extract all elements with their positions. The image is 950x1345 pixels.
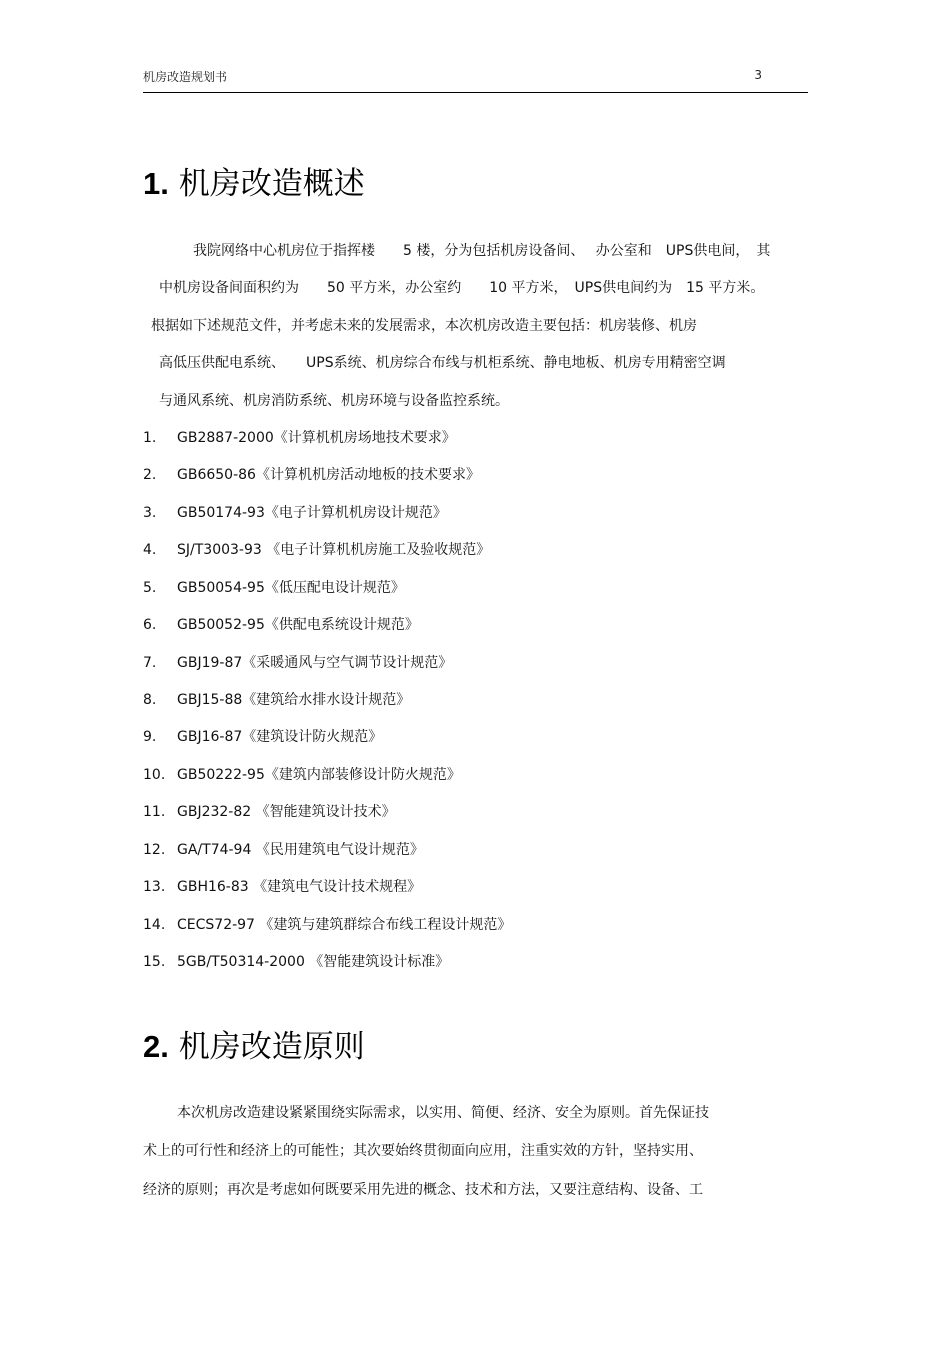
page-header [143,66,808,93]
list-text: GBH16-83 《建筑电气设计技术规程》 [177,879,422,895]
list-text: 5GB/T50314-2000 《智能建筑设计标准》 [177,954,450,970]
section-1-para-line-5: 与通风系统、机房消防系统、机房环境与设备监控系统。 [159,393,509,409]
list-index: 7. [143,655,157,671]
section-1-number: 1. [143,166,169,201]
list-index: 6. [143,617,157,633]
list-text: GB50174-93《电子计算机机房设计规范》 [177,505,447,521]
list-index: 5. [143,580,157,596]
list-index: 2. [143,467,157,483]
list-text: GBJ15-88《建筑给水排水设计规范》 [177,692,411,708]
list-index: 1. [143,430,157,446]
section-1-para-line-1: 我院网络中心机房位于指挥楼 5 楼，分为包括机房设备间、 办公室和 UPS供电间， 其 [193,243,771,259]
section-2-title: 机房改造原则 [178,1029,365,1065]
standard-list-item [143,839,424,859]
list-text: GB2887-2000《计算机机房场地技术要求》 [177,430,456,446]
standard-list-item [143,914,511,934]
standard-list-item [143,502,447,522]
section-2-number: 2. [143,1029,169,1064]
list-index: 13. [143,879,166,895]
list-index: 4. [143,542,157,558]
list-index: 9. [143,729,157,745]
list-text: GBJ232-82 《智能建筑设计技术》 [177,804,396,820]
list-text: GBJ19-87《采暖通风与空气调节设计规范》 [177,655,453,671]
list-text: GB50222-95《建筑内部装修设计防火规范》 [177,767,461,783]
list-text: CECS72-97 《建筑与建筑群综合布线工程设计规范》 [177,917,512,933]
standard-list-item [143,652,452,672]
list-text: GA/T74-94 《民用建筑电气设计规范》 [177,842,424,858]
document-title: 机房改造规划书 [143,70,228,84]
list-text: GB6650-86《计算机机房活动地板的技术要求》 [177,467,480,483]
list-index: 12. [143,842,166,858]
list-text: GB50054-95《低压配电设计规范》 [177,580,405,596]
list-text: GBJ16-87《建筑设计防火规范》 [177,729,383,745]
standard-list-item [143,801,396,821]
section-2-para-line-2: 术上的可行性和经济上的可能性；其次要始终贯彻面向应用，注重实效的方针，坚持实用、 [143,1143,703,1159]
standard-list-item [143,464,480,484]
section-1-para-line-2: 中机房设备间面积约为 50 平方米，办公室约 10 平方米， UPS供电间约为 15 平方米。 [159,280,765,296]
list-index: 11. [143,804,166,820]
section-1-heading [143,158,365,203]
list-index: 10. [143,767,166,783]
list-index: 3. [143,505,157,521]
standard-list-item [143,614,419,634]
section-1-para-line-4: 高低压供配电系统、 UPS系统、机房综合布线与机柜系统、静电地板、机房专用精密空调 [159,355,726,371]
standard-list-item [143,726,382,746]
standard-list-item [143,951,449,971]
standard-list-item [143,689,410,709]
list-text: SJ/T3003-93 《电子计算机机房施工及验收规范》 [177,542,491,558]
standard-list-item [143,427,456,447]
section-2-heading [143,1021,365,1066]
list-text: GB50052-95《供配电系统设计规范》 [177,617,419,633]
list-index: 14. [143,917,166,933]
section-2-para-line-3: 经济的原则；再次是考虑如何既要采用先进的概念、技术和方法，又要注意结构、设备、工 [143,1182,703,1198]
page-number: 3 [754,68,762,82]
standard-list-item [143,876,421,896]
list-index: 8. [143,692,157,708]
section-2-para-line-1: 本次机房改造建设紧紧围绕实际需求，以实用、简便、经济、安全为原则。首先保证技 [177,1105,709,1121]
section-1-title: 机房改造概述 [178,166,365,202]
section-1-para-line-3: 根据如下述规范文件，并考虑未来的发展需求，本次机房改造主要包括：机房装修、机房 [151,318,697,334]
standard-list-item [143,577,405,597]
standard-list-item [143,764,461,784]
list-index: 15. [143,954,166,970]
standard-list-item [143,539,490,559]
